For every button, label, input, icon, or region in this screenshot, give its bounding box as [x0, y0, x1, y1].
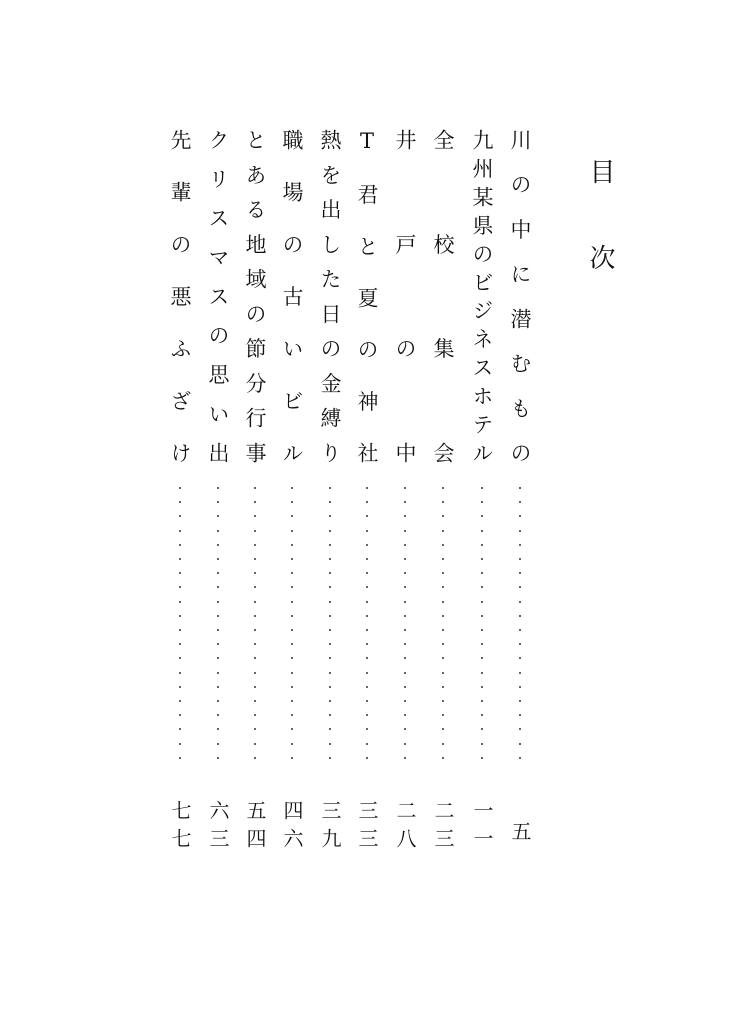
leader-dot: [217, 544, 219, 546]
leader-dot: [481, 657, 483, 659]
leader-dot: [254, 757, 256, 759]
leader-dot: [291, 615, 293, 617]
leader-dot: [217, 601, 219, 603]
leader-dot: [366, 544, 368, 546]
leader-dot: [329, 700, 331, 702]
leader-dot: [404, 657, 406, 659]
entry-title: 全校集会: [431, 129, 455, 463]
leader-dot: [442, 643, 444, 645]
leader-dot: [519, 530, 521, 532]
entry-title: 職場の古いビル: [280, 129, 304, 463]
leader-dot: [291, 629, 293, 631]
leader-dot: [481, 714, 483, 716]
page-number: 四六: [280, 800, 304, 848]
leader-dot: [481, 757, 483, 759]
leader-dot: [366, 530, 368, 532]
leader-dot: [481, 686, 483, 688]
leader-dot: [519, 728, 521, 730]
entry-title: 九州某県のビジネスホテル: [470, 129, 494, 463]
leader-dot: [179, 757, 181, 759]
leader-dot: [481, 672, 483, 674]
leader-dot: [404, 544, 406, 546]
leader-dot: [481, 615, 483, 617]
leader-dot: [366, 487, 368, 489]
leader-dot: [519, 643, 521, 645]
leader-dot: [519, 757, 521, 759]
leader-dot: [366, 672, 368, 674]
leader-dot: [254, 544, 256, 546]
leader-dot: [179, 586, 181, 588]
entry-title: 先輩の悪ふざけ: [168, 129, 192, 463]
leader-dot: [217, 558, 219, 560]
leader-dot: [254, 672, 256, 674]
leader-dot: [519, 615, 521, 617]
leader-dot: [217, 757, 219, 759]
leader-dot: [217, 487, 219, 489]
page-number: 五四: [243, 800, 267, 848]
leader-dot: [217, 501, 219, 503]
entry-title: 熱を出した日の金縛り: [318, 129, 342, 463]
leader-dot: [254, 743, 256, 745]
leader-dot: [329, 530, 331, 532]
leader-dot: [179, 558, 181, 560]
leader-dot: [481, 530, 483, 532]
leader-dot: [481, 700, 483, 702]
leader-dot: [291, 558, 293, 560]
leader-dot: [519, 672, 521, 674]
page-number: 二八: [393, 800, 417, 848]
leader-dot: [329, 728, 331, 730]
leader-dot: [329, 572, 331, 574]
leader-dot: [329, 558, 331, 560]
page-number: 三九: [318, 800, 342, 848]
leader-dot: [442, 615, 444, 617]
leader-dot: [254, 586, 256, 588]
leader-dot: [217, 572, 219, 574]
leader-dot: [366, 601, 368, 603]
leader-dot: [442, 743, 444, 745]
entry-title: とある地域の節分行事: [243, 129, 267, 463]
leader-dot: [291, 686, 293, 688]
leader-dot: [366, 686, 368, 688]
leader-dot: [442, 672, 444, 674]
leader-dot: [254, 487, 256, 489]
leader-dot: [254, 686, 256, 688]
leader-dot: [404, 728, 406, 730]
leader-dot: [404, 558, 406, 560]
leader-dot: [481, 643, 483, 645]
leader-dot: [404, 530, 406, 532]
leader-dot: [442, 487, 444, 489]
leader-dot: [442, 558, 444, 560]
leader-dot: [254, 728, 256, 730]
leader-dot: [481, 544, 483, 546]
page-number: 一一: [470, 800, 494, 848]
leader-dot: [329, 586, 331, 588]
leader-dot: [404, 743, 406, 745]
leader-dot: [366, 757, 368, 759]
page-number: 六三: [206, 800, 230, 848]
leader-dot: [481, 558, 483, 560]
leader-dot: [254, 643, 256, 645]
leader-dot: [519, 743, 521, 745]
leader-dot: [404, 572, 406, 574]
leader-dot: [179, 572, 181, 574]
leader-dot: [217, 728, 219, 730]
leader-dot: [442, 572, 444, 574]
entry-title: T君と夏の神社: [355, 129, 379, 463]
leader-dot: [366, 700, 368, 702]
leader-dot: [291, 643, 293, 645]
leader-dot: [366, 586, 368, 588]
leader-dot: [329, 657, 331, 659]
leader-dot: [179, 672, 181, 674]
leader-dot: [254, 558, 256, 560]
leader-dot: [404, 615, 406, 617]
leader-dot: [404, 515, 406, 517]
leader-dot: [291, 501, 293, 503]
leader-dot: [254, 572, 256, 574]
leader-dot: [519, 487, 521, 489]
leader-dot: [481, 501, 483, 503]
leader-dot: [442, 530, 444, 532]
leader-dot: [404, 686, 406, 688]
leader-dot: [179, 544, 181, 546]
leader-dot: [329, 544, 331, 546]
leader-dot: [442, 586, 444, 588]
leader-dot: [179, 615, 181, 617]
leader-dot: [291, 601, 293, 603]
leader-dot: [217, 714, 219, 716]
leader-dot: [366, 657, 368, 659]
leader-dot: [179, 700, 181, 702]
leader-dot: [442, 629, 444, 631]
leader-dot: [329, 615, 331, 617]
leader-dot: [254, 530, 256, 532]
leader-dot: [442, 657, 444, 659]
leader-dot: [254, 615, 256, 617]
leader-dot: [329, 672, 331, 674]
leader-dot: [442, 544, 444, 546]
leader-dot: [404, 629, 406, 631]
leader-dot: [519, 629, 521, 631]
leader-dot: [404, 586, 406, 588]
leader-dot: [329, 601, 331, 603]
leader-dot: [254, 714, 256, 716]
leader-dot: [442, 515, 444, 517]
leader-dot: [519, 601, 521, 603]
leader-dot: [179, 657, 181, 659]
leader-dot: [217, 586, 219, 588]
leader-dot: [519, 572, 521, 574]
leader-dot: [217, 686, 219, 688]
leader-dot: [404, 643, 406, 645]
leader-dot: [254, 501, 256, 503]
leader-dot: [179, 530, 181, 532]
leader-dot: [329, 757, 331, 759]
leader-dot: [404, 487, 406, 489]
leader-dot: [366, 629, 368, 631]
leader-dot: [519, 686, 521, 688]
leader-dot: [329, 714, 331, 716]
leader-dot: [442, 757, 444, 759]
leader-dot: [481, 629, 483, 631]
leader-dot: [366, 515, 368, 517]
leader-dot: [179, 728, 181, 730]
leader-dot: [442, 686, 444, 688]
leader-dot: [442, 728, 444, 730]
leader-dot: [291, 586, 293, 588]
leader-dot: [366, 615, 368, 617]
leader-dot: [404, 501, 406, 503]
leader-dot: [329, 501, 331, 503]
leader-dot: [481, 572, 483, 574]
leader-dot: [442, 501, 444, 503]
leader-dot: [291, 714, 293, 716]
toc-heading: 目次: [585, 158, 615, 270]
entry-title: 井戸の中: [393, 129, 417, 463]
leader-dot: [179, 515, 181, 517]
leader-dot: [291, 515, 293, 517]
leader-dot: [254, 515, 256, 517]
leader-dot: [179, 714, 181, 716]
leader-dot: [329, 686, 331, 688]
leader-dot: [254, 657, 256, 659]
leader-dot: [519, 544, 521, 546]
leader-dot: [179, 686, 181, 688]
leader-dot: [254, 601, 256, 603]
leader-dot: [404, 601, 406, 603]
leader-dot: [366, 714, 368, 716]
leader-dot: [179, 487, 181, 489]
leader-dot: [519, 586, 521, 588]
leader-dot: [329, 515, 331, 517]
leader-dot: [329, 629, 331, 631]
leader-dot: [329, 487, 331, 489]
leader-dot: [291, 487, 293, 489]
leader-dot: [481, 487, 483, 489]
leader-dot: [217, 615, 219, 617]
page-number: 五: [508, 821, 532, 841]
leader-dot: [442, 714, 444, 716]
leader-dot: [217, 515, 219, 517]
leader-dot: [291, 572, 293, 574]
leader-dot: [329, 743, 331, 745]
leader-dot: [217, 657, 219, 659]
leader-dot: [291, 672, 293, 674]
leader-dot: [404, 714, 406, 716]
leader-dot: [291, 700, 293, 702]
leader-dot: [519, 515, 521, 517]
leader-dot: [291, 743, 293, 745]
page-number: 二三: [431, 800, 455, 848]
leader-dot: [217, 643, 219, 645]
leader-dot: [217, 530, 219, 532]
leader-dot: [179, 629, 181, 631]
leader-dot: [179, 743, 181, 745]
leader-dot: [404, 757, 406, 759]
page-number: 三三: [355, 800, 379, 848]
leader-dot: [404, 700, 406, 702]
leader-dot: [291, 530, 293, 532]
leader-dot: [254, 629, 256, 631]
leader-dot: [366, 728, 368, 730]
leader-dot: [519, 657, 521, 659]
leader-dot: [291, 544, 293, 546]
leader-dot: [217, 672, 219, 674]
leader-dot: [442, 601, 444, 603]
leader-dot: [291, 757, 293, 759]
entry-title: 川の中に潜むもの: [508, 129, 532, 463]
leader-dot: [481, 743, 483, 745]
leader-dot: [366, 643, 368, 645]
leader-dot: [217, 629, 219, 631]
entry-title: クリスマスの思い出: [206, 129, 230, 463]
leader-dot: [404, 672, 406, 674]
leader-dot: [481, 515, 483, 517]
leader-dot: [179, 601, 181, 603]
leader-dot: [217, 743, 219, 745]
leader-dot: [442, 700, 444, 702]
leader-dot: [481, 728, 483, 730]
leader-dot: [519, 714, 521, 716]
leader-dot: [481, 586, 483, 588]
leader-dot: [254, 700, 256, 702]
leader-dot: [366, 743, 368, 745]
leader-dot: [366, 572, 368, 574]
leader-dot: [519, 501, 521, 503]
leader-dot: [291, 657, 293, 659]
leader-dot: [366, 558, 368, 560]
leader-dot: [217, 700, 219, 702]
leader-dot: [481, 601, 483, 603]
leader-dot: [179, 643, 181, 645]
leader-dot: [179, 501, 181, 503]
leader-dot: [329, 643, 331, 645]
leader-dot: [291, 728, 293, 730]
page-number: 七七: [168, 800, 192, 848]
leader-dot: [519, 558, 521, 560]
leader-dot: [519, 700, 521, 702]
leader-dot: [366, 501, 368, 503]
